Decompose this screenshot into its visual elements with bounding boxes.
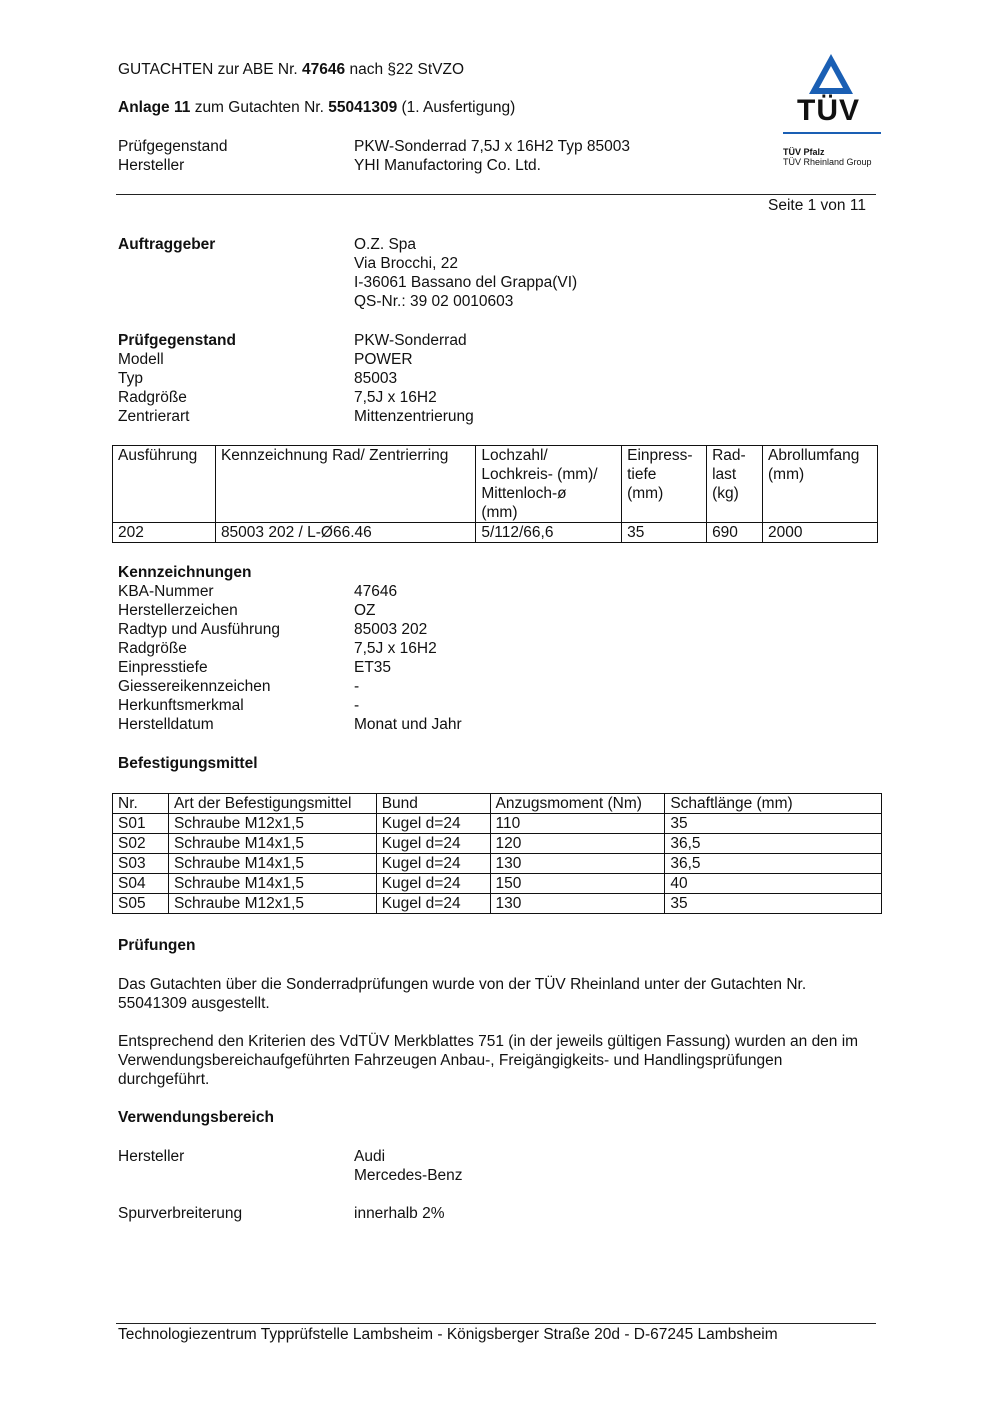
kennzeichnung-label: Herstellerzeichen (118, 602, 238, 619)
table-cell: 85003 202 / L-Ø66.46 (215, 523, 475, 543)
table-header-cell: Lochzahl/ Lochkreis- (mm)/ Mittenloch-ø (mm) (476, 446, 622, 523)
kennzeichnung-value: Monat und Jahr (354, 716, 462, 733)
table-cell: Kugel d=24 (376, 874, 490, 894)
kennzeichnung-value: 7,5J x 16H2 (354, 640, 437, 657)
auftraggeber-label: Auftraggeber (118, 236, 216, 253)
pruefungen-paragraph-1: Das Gutachten über die Sonderradprüfungen wurde von der TÜV Rheinland unter der Gutachten Nr. 55041309 ausgestellt. (118, 976, 807, 1012)
table-cell: S05 (113, 894, 169, 914)
table-cell: 35 (665, 894, 882, 914)
auftraggeber-line: O.Z. Spa (354, 236, 417, 253)
befestigung-title: Befestigungsmittel (118, 755, 258, 772)
table-cell: 130 (490, 894, 665, 914)
auftraggeber-line: QS-Nr.: 39 02 0010603 (354, 293, 514, 310)
auftraggeber-line: I-36061 Bassano del Grappa(VI) (354, 274, 578, 291)
pruefgegenstand-row-label: Zentrierart (118, 408, 190, 425)
table-cell: Schraube M14x1,5 (168, 874, 376, 894)
table-row (113, 523, 878, 543)
kennzeichnung-value: 47646 (354, 583, 398, 600)
pruefungen-title: Prüfungen (118, 937, 196, 954)
pruefgegenstand-row-value: 7,5J x 16H2 (354, 389, 437, 406)
auftraggeber-line: Via Brocchi, 22 (354, 255, 458, 272)
table-cell: 120 (490, 834, 665, 854)
page-info: Seite 1 von 11 (768, 197, 866, 214)
tuev-triangle-icon (807, 52, 855, 96)
table-cell: Schraube M12x1,5 (168, 814, 376, 834)
hersteller-value: Audi (354, 1148, 386, 1165)
table-header-cell: Art der Befestigungsmittel (168, 794, 376, 814)
pruefgegenstand-row-value: 85003 (354, 370, 398, 387)
hersteller-value: Mercedes-Benz (354, 1167, 463, 1184)
tuev-logo-sub-2: TÜV Rheinland Group (783, 157, 872, 167)
header-row-value: PKW-Sonderrad 7,5J x 16H2 Typ 85003 (354, 138, 631, 155)
table-header-cell: Kennzeichnung Rad/ Zentrierring (215, 446, 475, 523)
kennzeichnung-label: Einpresstiefe (118, 659, 208, 676)
pruefgegenstand-label: Prüfgegenstand (118, 332, 236, 349)
table-cell: Schraube M14x1,5 (168, 854, 376, 874)
kennzeichnung-label: Giessereikennzeichen (118, 678, 271, 695)
header-divider (116, 194, 876, 195)
header-line-1: GUTACHTEN zur ABE Nr. 47646 nach §22 StVZO (118, 61, 465, 78)
table-cell: 35 (665, 814, 882, 834)
kennzeichnung-label: KBA-Nummer (118, 583, 214, 600)
pruefgegenstand-row-label: Typ (118, 370, 143, 387)
kennzeichnung-value: 85003 202 (354, 621, 428, 638)
table-header-row (113, 794, 882, 814)
header-row-value: YHI Manufactoring Co. Ltd. (354, 157, 541, 174)
table-cell: Kugel d=24 (376, 834, 490, 854)
kennzeichnung-label: Herstelldatum (118, 716, 214, 733)
table-cell: Kugel d=24 (376, 894, 490, 914)
table-header-cell: Rad- last (kg) (707, 446, 763, 523)
kennzeichnungen-title: Kennzeichnungen (118, 564, 252, 581)
tuev-logo (745, 50, 915, 172)
kennzeichnung-value: OZ (354, 602, 376, 619)
table-row (113, 814, 882, 834)
table-cell: Kugel d=24 (376, 814, 490, 834)
table-header-cell: Schaftlänge (mm) (665, 794, 882, 814)
pruefgegenstand-row-value: POWER (354, 351, 413, 368)
table-header-cell: Bund (376, 794, 490, 814)
table-row (113, 854, 882, 874)
kennzeichnung-label: Radtyp und Ausführung (118, 621, 281, 638)
verwendungsbereich-title: Verwendungsbereich (118, 1109, 274, 1126)
spurverbreiterung-label: Spurverbreiterung (118, 1205, 243, 1222)
table-cell: 690 (707, 523, 763, 543)
spurverbreiterung-value: innerhalb 2% (354, 1205, 445, 1222)
pruefungen-paragraph-2: Entsprechend den Kriterien des VdTÜV Merkblattes 751 (in der jeweils gültigen Fassung) wurden an den im Verwendungsbereichaufgeführten Fahrzeugen Anbau-, Freigängigkeits- und Handlingsprüfungen durchgeführt. (118, 1033, 859, 1088)
pruefgegenstand-row-value: Mittenzentrierung (354, 408, 474, 425)
table-cell: 36,5 (665, 834, 882, 854)
table-cell: 36,5 (665, 854, 882, 874)
table-row (113, 894, 882, 914)
table-cell: Schraube M14x1,5 (168, 834, 376, 854)
table-cell: Schraube M12x1,5 (168, 894, 376, 914)
kennzeichnung-value: - (354, 697, 360, 714)
table-header-cell: Ausführung (113, 446, 216, 523)
table-cell: 130 (490, 854, 665, 874)
table-cell: 2000 (763, 523, 878, 543)
tuev-logo-rule (783, 132, 881, 134)
table-row (113, 834, 882, 854)
header-line-2: Anlage 11 zum Gutachten Nr. 55041309 (1. Ausfertigung) (118, 99, 516, 116)
table-cell: S01 (113, 814, 169, 834)
table-cell: 202 (113, 523, 216, 543)
header-row-label: Hersteller (118, 157, 185, 174)
table-header-row (113, 446, 878, 523)
kennzeichnung-value: - (354, 678, 360, 695)
table-row (113, 874, 882, 894)
table-cell: S02 (113, 834, 169, 854)
table-header-cell: Nr. (113, 794, 169, 814)
kennzeichnung-value: ET35 (354, 659, 392, 676)
table-cell: 5/112/66,6 (476, 523, 622, 543)
table-cell: 150 (490, 874, 665, 894)
table-cell: 35 (622, 523, 707, 543)
hersteller-label: Hersteller (118, 1148, 185, 1165)
footer-text: Technologiezentrum Typprüfstelle Lambsheim - Königsberger Straße 20d - D-67245 Lambsheim (118, 1326, 778, 1343)
pruefgegenstand-row-label: Radgröße (118, 389, 187, 406)
table-cell: 110 (490, 814, 665, 834)
table-cell: 40 (665, 874, 882, 894)
table-header-cell: Anzugsmoment (Nm) (490, 794, 665, 814)
header-row-label: Prüfgegenstand (118, 138, 228, 155)
table-cell: S03 (113, 854, 169, 874)
table-header-cell: Abrollumfang (mm) (763, 446, 878, 523)
ausfuehrung-table (112, 445, 878, 543)
table-cell: S04 (113, 874, 169, 894)
pruefgegenstand-row-label: Modell (118, 351, 164, 368)
footer-divider (116, 1323, 876, 1324)
table-cell: Kugel d=24 (376, 854, 490, 874)
tuev-logo-sub-1: TÜV Pfalz (783, 147, 825, 157)
pruefgegenstand-value: PKW-Sonderrad (354, 332, 467, 349)
befestigung-table (112, 793, 882, 914)
table-header-cell: Einpress- tiefe (mm) (622, 446, 707, 523)
kennzeichnung-label: Herkunftsmerkmal (118, 697, 244, 714)
kennzeichnung-label: Radgröße (118, 640, 187, 657)
tuev-logo-text: TÜV (797, 94, 860, 127)
